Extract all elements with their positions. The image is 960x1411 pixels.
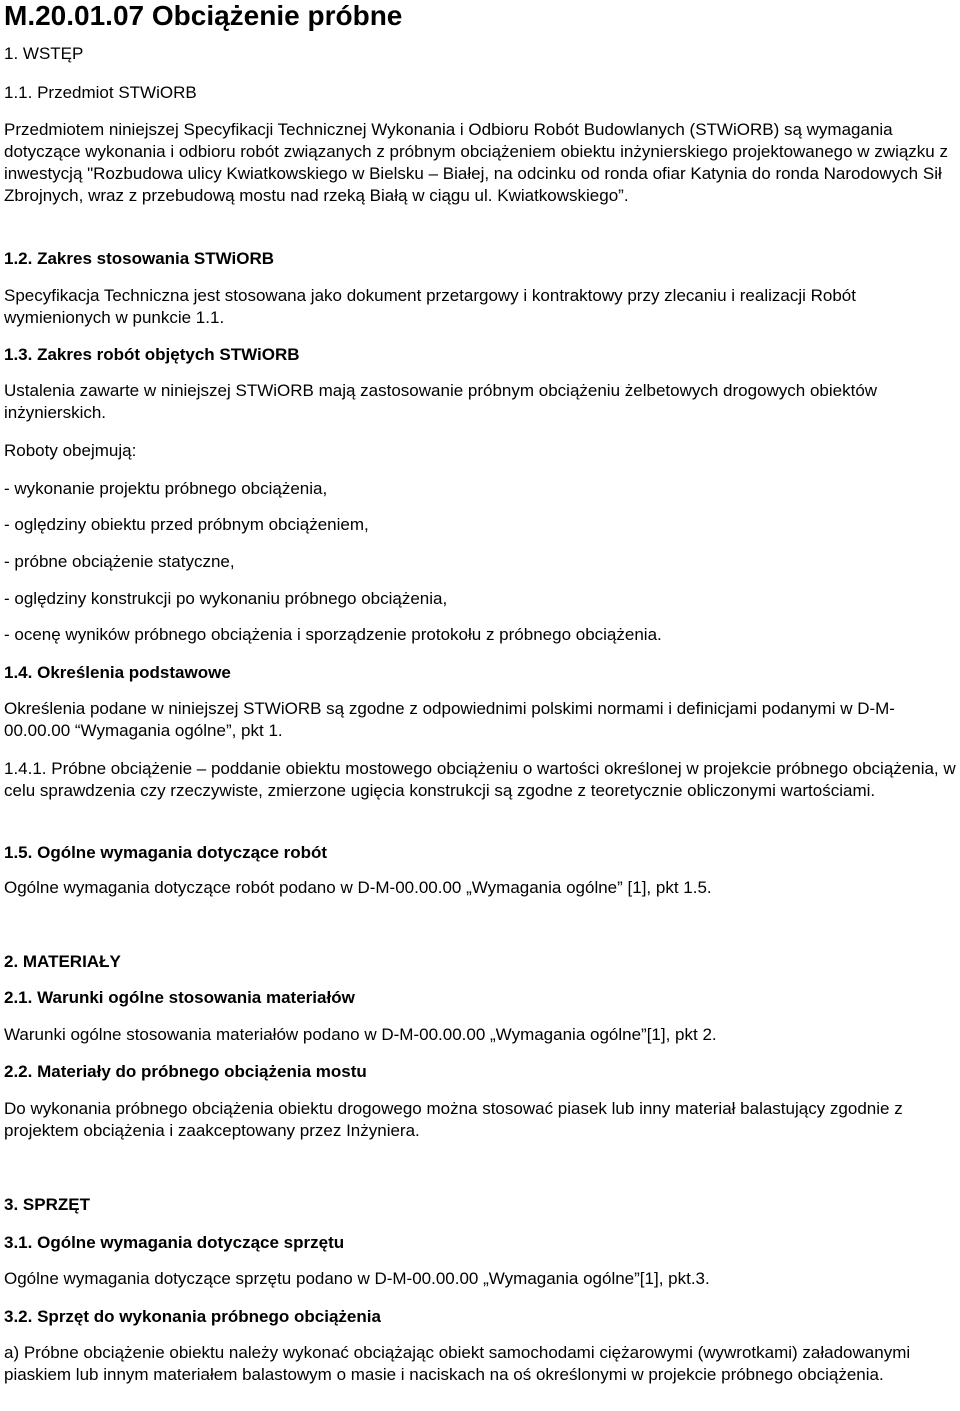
section-1-1-heading: 1.1. Przedmiot STWiORB bbox=[4, 83, 197, 102]
section-3-1-heading bbox=[4, 1233, 344, 1253]
section-1-3-number: 1.3. bbox=[4, 345, 33, 364]
section-3-1-title: Ogólne wymagania dotyczące sprzętu bbox=[37, 1233, 345, 1252]
section-1-4-number: 1.4. bbox=[4, 663, 33, 682]
section-1-3-heading bbox=[4, 345, 300, 365]
section-3-2-number: 3.2. bbox=[4, 1307, 33, 1326]
section-1-5-paragraph: Ogólne wymagania dotyczące robót podano w D-M-00.00.00 „Wymagania ogólne” [1], pkt 1.5. bbox=[4, 878, 712, 897]
section-2-1-heading bbox=[4, 988, 355, 1008]
section-1-2-heading bbox=[4, 249, 274, 269]
section-2-2-number: 2.2. bbox=[4, 1062, 33, 1081]
section-1-heading: 1. WSTĘP bbox=[4, 44, 84, 63]
section-1-3-title: Zakres robót objętych STWiORB bbox=[37, 345, 300, 364]
section-1-5-title: Ogólne wymagania dotyczące robót bbox=[37, 843, 328, 862]
section-3-2-heading bbox=[4, 1307, 381, 1327]
section-2-1-title: Warunki ogólne stosowania materiałów bbox=[37, 988, 355, 1007]
section-2-heading: 2. MATERIAŁY bbox=[4, 952, 121, 971]
section-1-5-heading bbox=[4, 843, 327, 863]
section-1-5-number: 1.5. bbox=[4, 843, 33, 862]
section-1-1-paragraph: Przedmiotem niniejszej Specyfikacji Technicznej Wykonania i Odbioru Robót Budowlanych (STWiORB) są wymagania dotyczące wykonania i odbioru robót związanych z próbnym obciążeniem obiektu inżynierskiego projektowanego w związku z inwestycją "Rozbudowa ulicy Kwiatkowskiego w Bielsku – Białej, na odcinku od ronda ofiar Katynia do ronda Narodowych Sił Zbrojnych, wraz z przebudową mostu nad rzeką Białą w ciągu ul. Kwiatkowskiego”. bbox=[4, 120, 948, 205]
section-1-4-heading bbox=[4, 663, 231, 683]
works-intro: Roboty obejmują: bbox=[4, 441, 137, 460]
section-1-2-paragraph: Specyfikacja Techniczna jest stosowana jako dokument przetargowy i kontraktowy przy zlecaniu i realizacji Robót wymienionych w punkcie 1.1. bbox=[4, 286, 856, 327]
section-1-3-paragraph: Ustalenia zawarte w niniejszej STWiORB mają zastosowanie próbnym obciążeniu żelbetowych drogowych obiektów inżynierskich. bbox=[4, 381, 878, 422]
section-2-2-paragraph: Do wykonania próbnego obciążenia obiektu drogowego można stosować piasek lub inny materiał balastujący zgodnie z projektem obciążenia i zaakceptowany przez Inżyniera. bbox=[4, 1099, 903, 1140]
document-title: M.20.01.07 Obciążenie próbne bbox=[4, 0, 403, 31]
section-2-1-number: 2.1. bbox=[4, 988, 33, 1007]
works-list-item: - oględziny obiektu przed próbnym obciążeniem, bbox=[4, 515, 369, 534]
works-list-item: - próbne obciążenie statyczne, bbox=[4, 552, 235, 571]
section-1-4-paragraph: Określenia podane w niniejszej STWiORB są zgodne z odpowiednimi polskimi normami i definicjami podanymi w D-M-00.00.00 “Wymagania ogólne”, pkt 1. bbox=[4, 699, 895, 740]
section-2-1-paragraph: Warunki ogólne stosowania materiałów podano w D-M-00.00.00 „Wymagania ogólne”[1], pkt 2. bbox=[4, 1025, 717, 1044]
section-2-2-title: Materiały do próbnego obciążenia mostu bbox=[37, 1062, 367, 1081]
section-3-1-paragraph: Ogólne wymagania dotyczące sprzętu podano w D-M-00.00.00 „Wymagania ogólne”[1], pkt.3. bbox=[4, 1269, 710, 1288]
section-1-4-title: Określenia podstawowe bbox=[37, 663, 231, 682]
section-3-2-title: Sprzęt do wykonania próbnego obciążenia bbox=[37, 1307, 381, 1326]
section-1-2-number: 1.2. bbox=[4, 249, 33, 268]
section-2-2-heading bbox=[4, 1062, 367, 1082]
section-1-2-title: Zakres stosowania STWiORB bbox=[37, 249, 275, 268]
section-3-heading: 3. SPRZĘT bbox=[4, 1195, 90, 1214]
section-3-1-number: 3.1. bbox=[4, 1233, 33, 1252]
definition-1-4-1: 1.4.1. Próbne obciążenie – poddanie obiektu mostowego obciążeniu o wartości określonej w projekcie próbnego obciążenia, w celu sprawdzenia czy rzeczywiste, zmierzone ugięcia konstrukcji są zgodne z teoretycznie obliczonymi wartościami. bbox=[4, 759, 956, 800]
works-list-item: - wykonanie projektu próbnego obciążenia, bbox=[4, 479, 328, 498]
works-list-item: - oględziny konstrukcji po wykonaniu próbnego obciążenia, bbox=[4, 589, 448, 608]
works-list-item: - ocenę wyników próbnego obciążenia i sporządzenie protokołu z próbnego obciążenia. bbox=[4, 625, 662, 644]
section-3-2-paragraph: a) Próbne obciążenie obiektu należy wykonać obciążając obiekt samochodami ciężarowymi (wywrotkami) załadowanymi piaskiem lub innym materiałem balastowym o masie i naciskach na oś określonymi w projekcie próbnego obciążenia. bbox=[4, 1343, 911, 1384]
